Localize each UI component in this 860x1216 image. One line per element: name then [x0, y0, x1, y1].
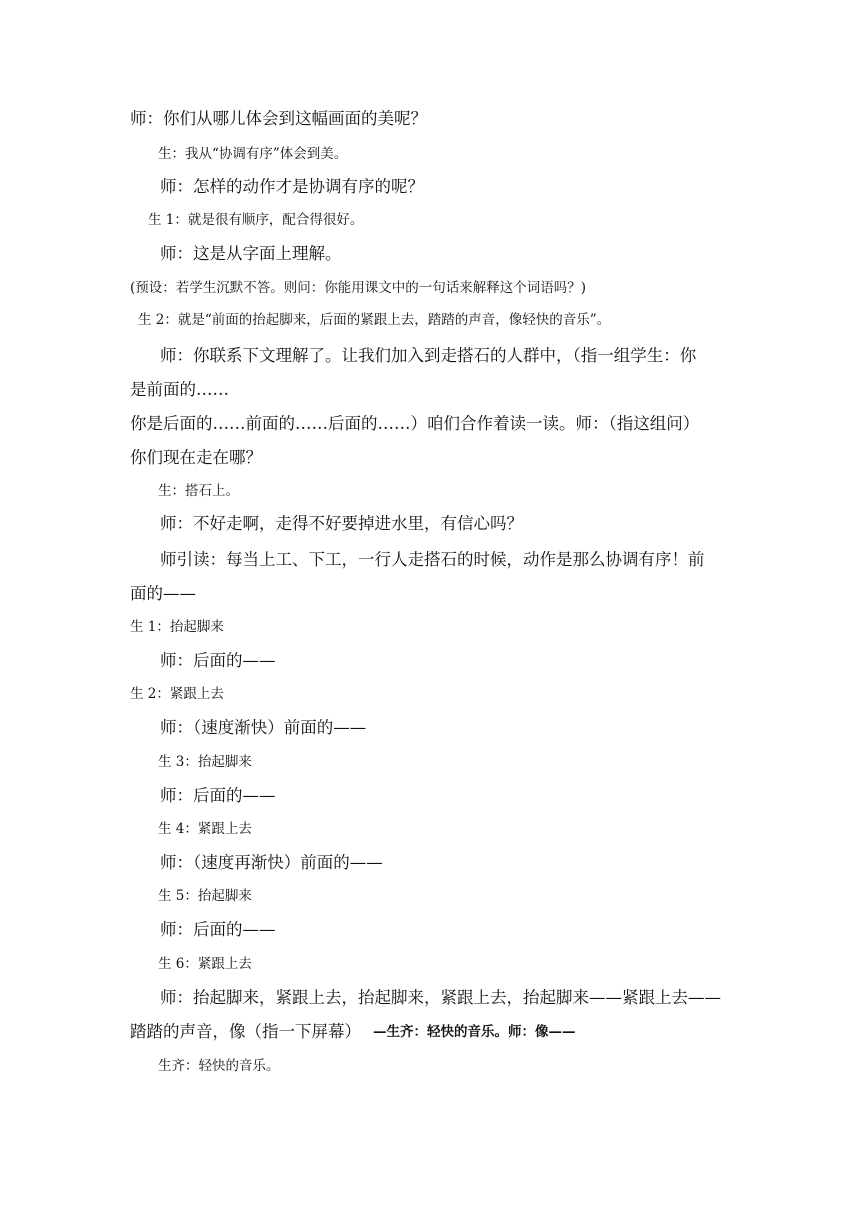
- text-line: 师：不好走啊，走得不好要掉进水里，有信心吗？: [160, 514, 523, 533]
- text-line: 生齐：轻快的音乐。: [158, 1058, 280, 1074]
- text-line: 生：搭石上。: [158, 483, 239, 499]
- text-line: 你们现在走在哪？: [130, 448, 262, 467]
- text-line: (预设：若学生沉默不答。则问：你能用课文中的一句话来解释这个词语吗？): [130, 280, 587, 296]
- text-line: 生 5：抬起脚来: [158, 888, 252, 904]
- text-line: 师：（速度渐快）前面的——: [160, 718, 367, 737]
- text-line: 是前面的……: [130, 380, 229, 399]
- text-line: 师：后面的——: [160, 920, 276, 939]
- text-line: 师：这是从字面上理解。: [160, 244, 342, 263]
- text-line: 师：抬起脚来，紧跟上去，抬起脚来，紧跟上去，抬起脚来——紧跟上去——: [160, 988, 721, 1007]
- text-line: 师：怎样的动作才是协调有序的呢？: [160, 177, 424, 196]
- text-line: 师：（速度再渐快）前面的——: [160, 853, 383, 872]
- text-line: 师：你联系下文理解了。让我们加入到走搭石的人群中，（指一组学生：你: [160, 346, 697, 365]
- text-line: 生 2：就是“前面的抬起脚来，后面的紧跟上去，踏踏的声音，像轻快的音乐”。: [138, 312, 611, 328]
- text-line: 踏踏的声音，像（指一下屏幕）: [130, 1022, 361, 1041]
- text-line: 你是后面的……前面的……后面的……）咱们合作着读一读。师：（指这组问）: [130, 414, 700, 433]
- text-line: 生 3：抬起脚来: [158, 754, 252, 770]
- text-line: 生 4：紧跟上去: [158, 821, 252, 837]
- text-line: 师：后面的——: [160, 786, 276, 805]
- text-line: 师：后面的——: [160, 651, 276, 670]
- text-line-bold: —生齐：轻快的音乐。师：像——: [373, 1024, 576, 1040]
- text-line: 生：我从“协调有序”体会到美。: [158, 146, 348, 162]
- text-line: 师引读：每当上工、下工，一行人走搭石的时候，动作是那么协调有序！前: [160, 550, 705, 569]
- text-line: 师：你们从哪儿体会到这幅画面的美呢？: [130, 109, 427, 128]
- text-line: 生 6：紧跟上去: [158, 956, 252, 972]
- text-line: 面的——: [130, 584, 196, 603]
- text-line: 生 2：紧跟上去: [130, 686, 224, 702]
- text-line: 生 1：抬起脚来: [130, 619, 224, 635]
- text-line: 生 1：就是很有顺序，配合得很好。: [148, 212, 364, 228]
